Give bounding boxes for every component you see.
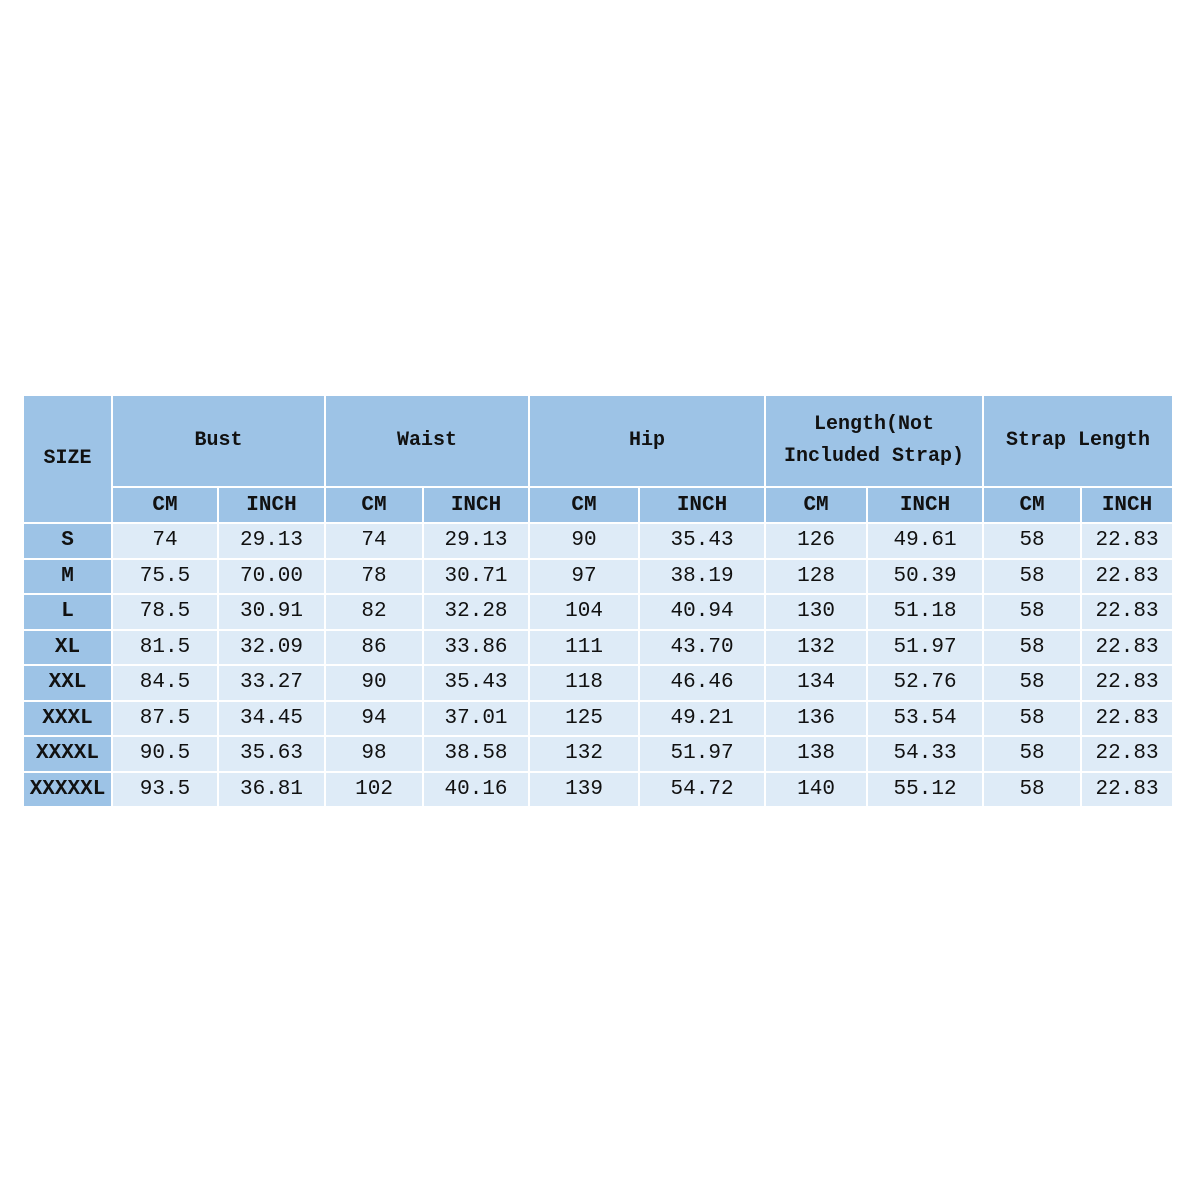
measurement-cell: 130 (765, 594, 867, 630)
measurement-cell: 139 (529, 772, 639, 808)
measurement-cell: 132 (529, 736, 639, 772)
measurement-cell: 40.94 (639, 594, 765, 630)
measurement-cell: 22.83 (1081, 559, 1173, 595)
measurement-cell: 90.5 (112, 736, 218, 772)
size-label-cell: M (23, 559, 112, 595)
measurement-cell: 51.97 (867, 630, 983, 666)
measurement-cell: 58 (983, 701, 1081, 737)
measurement-cell: 132 (765, 630, 867, 666)
measurement-cell: 82 (325, 594, 423, 630)
measurement-cell: 84.5 (112, 665, 218, 701)
measurement-cell: 35.43 (423, 665, 529, 701)
measurement-cell: 49.21 (639, 701, 765, 737)
unit-header: CM (112, 487, 218, 523)
unit-header: CM (325, 487, 423, 523)
table-row (23, 594, 1173, 630)
measurement-cell: 54.33 (867, 736, 983, 772)
measurement-cell: 126 (765, 523, 867, 559)
measurement-cell: 46.46 (639, 665, 765, 701)
table-row (23, 772, 1173, 808)
measurement-cell: 35.43 (639, 523, 765, 559)
measurement-cell: 34.45 (218, 701, 325, 737)
measurement-cell: 36.81 (218, 772, 325, 808)
measurement-cell: 70.00 (218, 559, 325, 595)
measurement-cell: 78 (325, 559, 423, 595)
measurement-cell: 86 (325, 630, 423, 666)
unit-header: INCH (218, 487, 325, 523)
unit-header-row (23, 487, 1173, 523)
table-row (23, 523, 1173, 559)
size-label-cell: L (23, 594, 112, 630)
table-row (23, 701, 1173, 737)
bust-header: Bust (112, 395, 325, 487)
measurement-cell: 78.5 (112, 594, 218, 630)
measurement-cell: 22.83 (1081, 594, 1173, 630)
size-rows (23, 523, 1173, 807)
measurement-cell: 118 (529, 665, 639, 701)
size-label-cell: XL (23, 630, 112, 666)
measurement-cell: 90 (529, 523, 639, 559)
measurement-cell: 30.91 (218, 594, 325, 630)
measurement-cell: 111 (529, 630, 639, 666)
measurement-cell: 93.5 (112, 772, 218, 808)
measurement-cell: 58 (983, 523, 1081, 559)
measurement-cell: 58 (983, 772, 1081, 808)
measurement-cell: 134 (765, 665, 867, 701)
measurement-cell: 58 (983, 736, 1081, 772)
measurement-cell: 136 (765, 701, 867, 737)
measurement-cell: 33.27 (218, 665, 325, 701)
measurement-cell: 90 (325, 665, 423, 701)
measurement-cell: 54.72 (639, 772, 765, 808)
measurement-cell: 22.83 (1081, 772, 1173, 808)
measurement-cell: 38.58 (423, 736, 529, 772)
measurement-cell: 94 (325, 701, 423, 737)
measurement-cell: 104 (529, 594, 639, 630)
hip-header: Hip (529, 395, 765, 487)
measurement-cell: 102 (325, 772, 423, 808)
measurement-cell: 29.13 (218, 523, 325, 559)
unit-header: INCH (423, 487, 529, 523)
measurement-cell: 37.01 (423, 701, 529, 737)
table-row (23, 665, 1173, 701)
measurement-cell: 97 (529, 559, 639, 595)
table-row (23, 630, 1173, 666)
measurement-cell: 128 (765, 559, 867, 595)
measurement-cell: 58 (983, 630, 1081, 666)
unit-header: INCH (1081, 487, 1173, 523)
unit-header: CM (529, 487, 639, 523)
strap-length-header: Strap Length (983, 395, 1173, 487)
measurement-cell: 52.76 (867, 665, 983, 701)
measurement-cell: 74 (325, 523, 423, 559)
measurement-cell: 50.39 (867, 559, 983, 595)
size-label-cell: XXXL (23, 701, 112, 737)
measurement-cell: 140 (765, 772, 867, 808)
measurement-cell: 74 (112, 523, 218, 559)
size-label-cell: S (23, 523, 112, 559)
measurement-cell: 29.13 (423, 523, 529, 559)
measurement-cell: 98 (325, 736, 423, 772)
group-header-row (23, 395, 1173, 487)
size-label-cell: XXXXXL (23, 772, 112, 808)
size-chart-table (22, 394, 1174, 808)
table-row (23, 736, 1173, 772)
unit-header: INCH (639, 487, 765, 523)
measurement-cell: 55.12 (867, 772, 983, 808)
size-column-header: SIZE (23, 395, 112, 523)
measurement-cell: 22.83 (1081, 630, 1173, 666)
measurement-cell: 35.63 (218, 736, 325, 772)
measurement-cell: 43.70 (639, 630, 765, 666)
measurement-cell: 81.5 (112, 630, 218, 666)
waist-header: Waist (325, 395, 529, 487)
measurement-cell: 38.19 (639, 559, 765, 595)
measurement-cell: 51.18 (867, 594, 983, 630)
unit-header: INCH (867, 487, 983, 523)
measurement-cell: 53.54 (867, 701, 983, 737)
measurement-cell: 22.83 (1081, 665, 1173, 701)
measurement-cell: 58 (983, 559, 1081, 595)
measurement-cell: 22.83 (1081, 701, 1173, 737)
size-label-cell: XXXXL (23, 736, 112, 772)
measurement-cell: 58 (983, 594, 1081, 630)
table-row (23, 559, 1173, 595)
measurement-cell: 22.83 (1081, 736, 1173, 772)
measurement-cell: 58 (983, 665, 1081, 701)
measurement-cell: 49.61 (867, 523, 983, 559)
measurement-cell: 51.97 (639, 736, 765, 772)
measurement-cell: 32.28 (423, 594, 529, 630)
unit-header: CM (765, 487, 867, 523)
measurement-cell: 125 (529, 701, 639, 737)
unit-header: CM (983, 487, 1081, 523)
measurement-cell: 33.86 (423, 630, 529, 666)
measurement-cell: 40.16 (423, 772, 529, 808)
measurement-cell: 22.83 (1081, 523, 1173, 559)
measurement-cell: 138 (765, 736, 867, 772)
measurement-cell: 32.09 (218, 630, 325, 666)
measurement-cell: 75.5 (112, 559, 218, 595)
measurement-cell: 30.71 (423, 559, 529, 595)
length-header: Length(Not Included Strap) (765, 395, 983, 487)
size-label-cell: XXL (23, 665, 112, 701)
measurement-cell: 87.5 (112, 701, 218, 737)
